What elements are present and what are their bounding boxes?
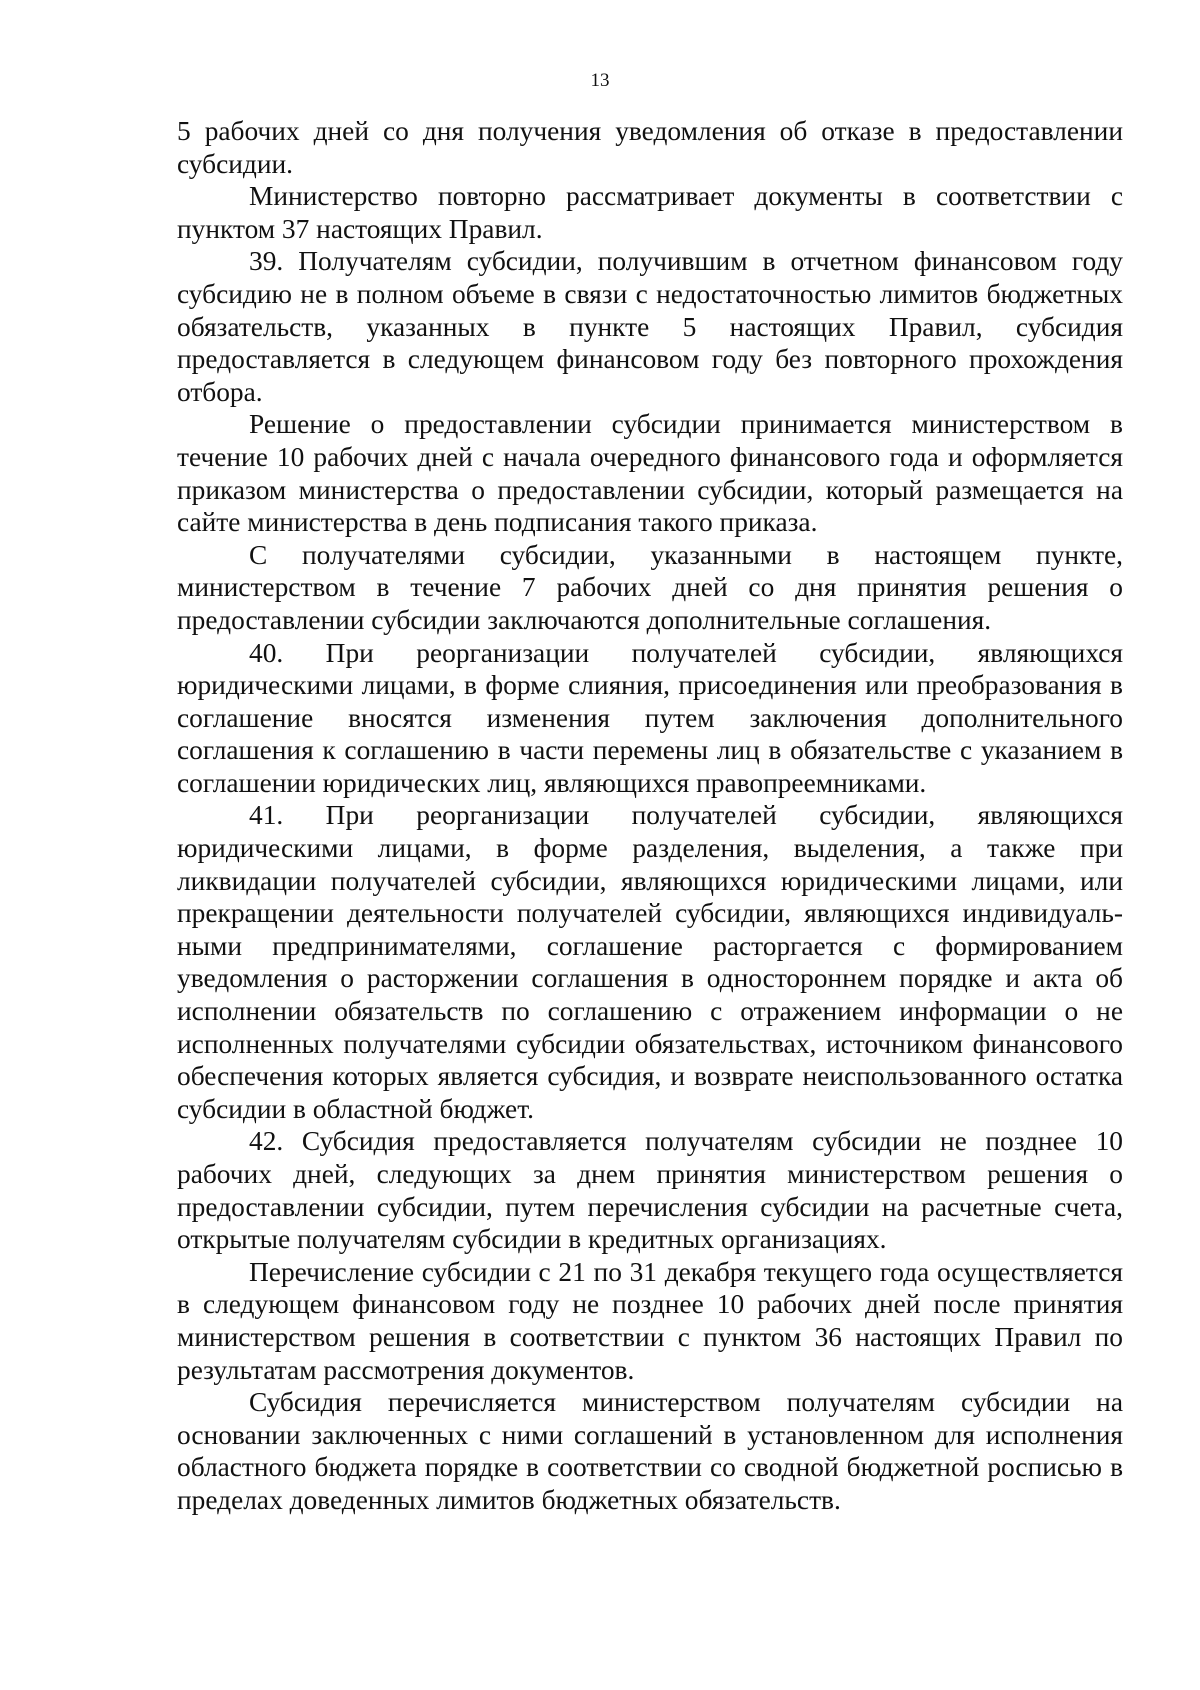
paragraph-decision: Решение о предоставлении субсидии принимается министерством в течение 10 рабочих дней с начала очередного финансового года и оформляется приказом министерства о предоставлении субсидии, который размещается на сайте министерства в день подписания такого приказа. xyxy=(177,409,1123,538)
paragraph-transfer-basis: Субсидия перечисляется министерством получателям субсидии на основании заключенных с ними соглашений в установленном для исполнения областного бюджета порядке в соответствии со сводной бюджетной росписью в пределах доведенных лимитов бюджетных обязательств. xyxy=(177,1387,1123,1515)
paragraph-item-39: 39. Получателям субсидии, получившим в отчетном финансовом году субсидию не в полном объеме в связи с недостаточностью лимитов бюджетных обязательств, указанных в пункте 5 настоящих Правил, субсидия предоставляется в следующем финансовом году без повторного прохождения отбора. xyxy=(177,246,1123,407)
page-number: 13 xyxy=(590,70,610,91)
paragraph-additional-agreements: С получателями субсидии, указанными в настоящем пункте, министерством в течение 7 рабочих дней со дня принятия решения о предоставлении субсидии заключаются дополнительные соглашения. xyxy=(177,539,1123,635)
paragraph-ministry-review: Министерство повторно рассматривает документы в соответствии с пунктом 37 настоящих Правил. xyxy=(177,181,1123,244)
paragraph-december-transfer: Перечисление субсидии с 21 по 31 декабря текущего года осуществляется в следующем финансовом году не позднее 10 рабочих дней после принятия министерством решения в соответствии с пунктом 36 настоящих Правил по результатам рассмотрения документов. xyxy=(177,1256,1123,1385)
paragraph-item-40: 40. При реорганизации получателей субсидии, являющихся юридическими лицами, в форме слияния, присоединения или преобразования в соглашение вносятся изменения путем заключения дополнительного соглашения к соглашению в части перемены лиц в обязательстве с указанием в соглашении юридических лиц, являющихся правопреемниками. xyxy=(177,637,1123,798)
paragraph-item-41: 41. При реорганизации получателей субсидии, являющихся юридическими лицами, в форме разделения, выделения, а также при ликвидации получателей субсидии, являющихся юридическими лицами, или прекращении деятельности получателей субсидии, являющихся индивидуальными предпринимателями, соглашение расторгается с формированием уведомления о расторжении соглашения в одностороннем порядке и акта об исполнении обязательств по соглашению с отражением информации о не исполненных получателями субсидии обязательствах, источником финансового обеспечения которых является субсидия, и возврате неиспользованного остатка субсидии в областной бюджет. xyxy=(177,800,1123,1124)
paragraph-continuation: 5 рабочих дней со дня получения уведомления об отказе в предоставлении субсидии. xyxy=(177,116,1123,179)
document-body xyxy=(177,115,1123,1517)
paragraph-item-42: 42. Субсидия предоставляется получателям субсидии не позднее 10 рабочих дней, следующих за днем принятия министерством решения о предоставлении субсидии, путем перечисления субсидии на расчетные счета, открытые получателям субсидии в кредитных организациях. xyxy=(177,1126,1123,1255)
